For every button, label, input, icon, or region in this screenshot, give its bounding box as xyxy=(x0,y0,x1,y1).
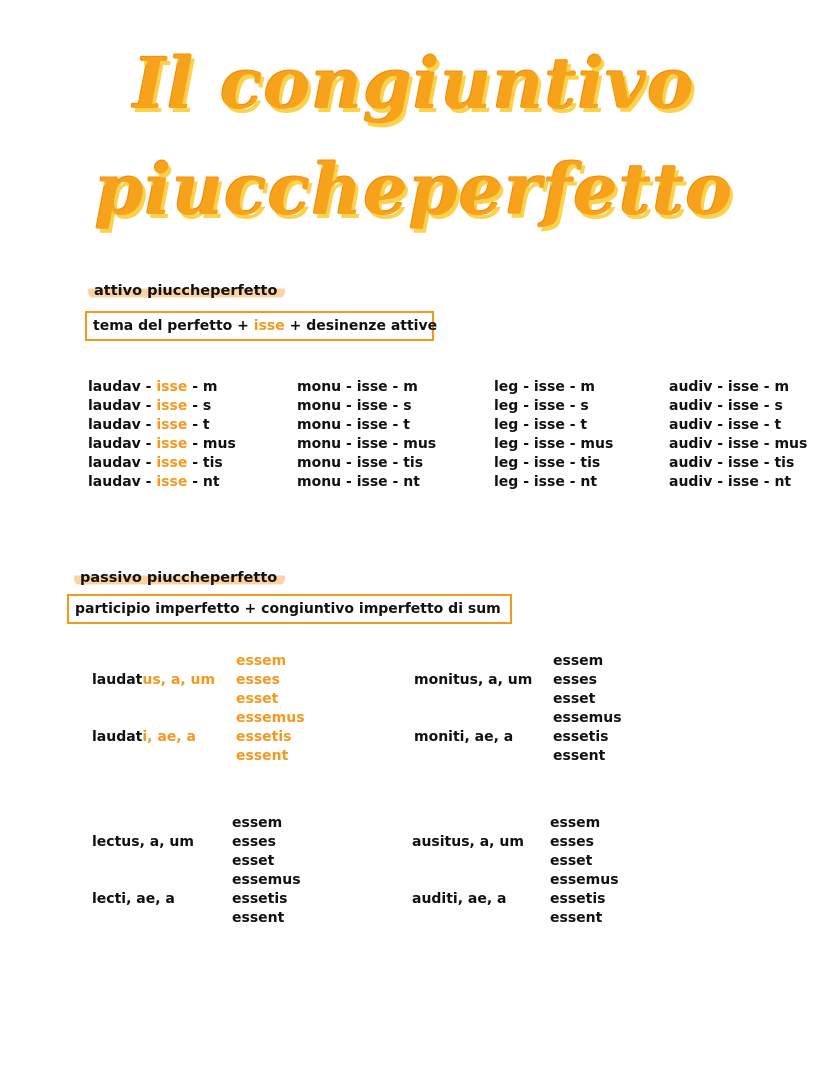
form-ending: - nt xyxy=(564,474,598,490)
passive-singular-label xyxy=(414,672,532,688)
form-stem: leg - xyxy=(494,455,534,471)
form-ending: - mus xyxy=(758,436,808,452)
sum-form: esset xyxy=(236,691,279,707)
active-form-row xyxy=(88,416,236,435)
form-stem: monu - xyxy=(297,474,357,490)
form-ending: - nt xyxy=(758,474,792,490)
form-stem: laudav - xyxy=(88,398,157,414)
form-infix: isse xyxy=(533,379,565,395)
form-ending: - mus xyxy=(187,436,236,452)
sum-form: essem xyxy=(550,815,601,831)
sum-form: essent xyxy=(553,748,606,764)
active-form-row xyxy=(669,378,807,397)
sum-form: essem xyxy=(236,653,287,669)
passive-heading: passivo piuccheperfetto xyxy=(74,570,285,586)
form-infix: isse xyxy=(533,436,565,452)
active-form-row xyxy=(297,416,436,435)
active-form-row xyxy=(669,473,807,492)
form-stem: audiv - xyxy=(669,398,728,414)
active-form-row xyxy=(494,454,613,473)
form-infix: isse xyxy=(356,379,388,395)
active-form-row xyxy=(297,435,436,454)
form-infix: isse xyxy=(156,417,188,433)
page-title-line2: piuccheperfetto xyxy=(94,148,734,231)
participle-ending: i, ae, a xyxy=(142,729,196,745)
form-ending: - t xyxy=(758,417,782,433)
sum-form: esset xyxy=(232,853,275,869)
sum-form: esses xyxy=(232,834,276,850)
form-infix: isse xyxy=(727,455,759,471)
form-infix: isse xyxy=(533,398,565,414)
form-ending: - m xyxy=(187,379,218,395)
active-form-row xyxy=(88,473,236,492)
sum-form: esset xyxy=(550,853,593,869)
form-ending: - tis xyxy=(187,455,223,471)
form-ending: - tis xyxy=(387,455,424,471)
form-stem: audiv - xyxy=(669,455,728,471)
active-form-row xyxy=(494,435,613,454)
active-formula-part3: + desinenze attive xyxy=(284,318,438,334)
active-form-row xyxy=(494,473,613,492)
form-stem: leg - xyxy=(494,417,534,433)
active-column-2 xyxy=(297,378,436,492)
sum-form: essem xyxy=(232,815,283,831)
form-infix: isse xyxy=(356,436,388,452)
form-stem: leg - xyxy=(494,474,534,490)
active-column-4 xyxy=(669,378,807,492)
active-form-row xyxy=(669,454,807,473)
active-form-row xyxy=(297,454,436,473)
form-infix: isse xyxy=(356,455,388,471)
sum-form: esses xyxy=(550,834,594,850)
form-stem: laudav - xyxy=(88,417,157,433)
sum-form: essetis xyxy=(553,729,609,745)
passive-singular-label xyxy=(412,834,524,850)
passive-plural-label xyxy=(412,891,507,907)
form-infix: isse xyxy=(727,474,759,490)
participle-stem: laudat xyxy=(92,672,143,688)
sum-form: essem xyxy=(553,653,604,669)
sum-imperfect-forms xyxy=(236,652,305,766)
active-form-row xyxy=(669,435,807,454)
participle-stem: lecti, ae, a xyxy=(92,891,175,907)
form-infix: isse xyxy=(727,417,759,433)
participle-stem: ausitus, a, um xyxy=(412,834,524,850)
active-form-row xyxy=(297,378,436,397)
sum-imperfect-forms xyxy=(553,652,622,766)
active-form-row xyxy=(669,397,807,416)
active-formula-box xyxy=(85,311,438,341)
form-stem: leg - xyxy=(494,436,534,452)
active-heading: attivo piuccheperfetto xyxy=(88,283,285,299)
passive-plural-label xyxy=(414,729,513,745)
sum-form: essemus xyxy=(553,710,622,726)
active-form-row xyxy=(297,473,436,492)
sum-form: esses xyxy=(236,672,280,688)
form-ending: - tis xyxy=(758,455,795,471)
form-ending: - s xyxy=(564,398,589,414)
form-infix: isse xyxy=(356,417,388,433)
form-ending: - nt xyxy=(387,474,420,490)
form-ending: - m xyxy=(758,379,790,395)
participle-stem: moniti, ae, a xyxy=(414,729,514,745)
form-infix: isse xyxy=(533,417,565,433)
form-ending: - m xyxy=(387,379,418,395)
sum-form: essent xyxy=(550,910,603,926)
form-infix: isse xyxy=(727,436,759,452)
active-form-row xyxy=(297,397,436,416)
passive-singular-label xyxy=(92,834,194,850)
form-infix: isse xyxy=(533,455,565,471)
sum-form: essemus xyxy=(550,872,619,888)
form-stem: audiv - xyxy=(669,379,728,395)
sum-form: essemus xyxy=(236,710,305,726)
form-ending: - mus xyxy=(387,436,437,452)
passive-singular-label xyxy=(92,672,215,688)
form-ending: - t xyxy=(564,417,588,433)
active-formula-infix: isse xyxy=(253,318,285,334)
active-form-row xyxy=(494,378,613,397)
active-form-row xyxy=(88,397,236,416)
form-stem: audiv - xyxy=(669,436,728,452)
form-infix: isse xyxy=(156,455,188,471)
participle-stem: auditi, ae, a xyxy=(412,891,507,907)
form-ending: - s xyxy=(387,398,412,414)
active-form-row xyxy=(88,435,236,454)
form-stem: monu - xyxy=(297,379,357,395)
form-infix: isse xyxy=(356,474,388,490)
active-form-row xyxy=(88,378,236,397)
form-infix: isse xyxy=(156,436,188,452)
form-ending: - s xyxy=(187,398,212,414)
sum-form: esset xyxy=(553,691,596,707)
sum-imperfect-forms xyxy=(550,814,619,928)
form-ending: - tis xyxy=(564,455,601,471)
form-stem: audiv - xyxy=(669,474,728,490)
form-stem: monu - xyxy=(297,398,357,414)
form-stem: monu - xyxy=(297,436,357,452)
active-form-row xyxy=(494,416,613,435)
form-ending: - mus xyxy=(564,436,614,452)
passive-formula-box xyxy=(67,594,512,624)
form-stem: monu - xyxy=(297,417,357,433)
form-stem: monu - xyxy=(297,455,357,471)
participle-ending: us, a, um xyxy=(142,672,216,688)
form-ending: - t xyxy=(187,417,210,433)
passive-plural-label xyxy=(92,891,175,907)
form-stem: laudav - xyxy=(88,379,157,395)
sum-form: esses xyxy=(553,672,597,688)
sum-imperfect-forms xyxy=(232,814,301,928)
page-title-line1: Il congiuntivo xyxy=(133,42,695,125)
form-ending: - t xyxy=(387,417,410,433)
form-stem: laudav - xyxy=(88,455,157,471)
form-stem: leg - xyxy=(494,398,534,414)
active-column-3 xyxy=(494,378,613,492)
passive-plural-label xyxy=(92,729,196,745)
participle-stem: lectus, a, um xyxy=(92,834,194,850)
form-stem: leg - xyxy=(494,379,534,395)
form-infix: isse xyxy=(727,379,759,395)
form-ending: - s xyxy=(758,398,783,414)
active-formula-part1: tema del perfetto + xyxy=(93,318,254,334)
sum-form: essent xyxy=(232,910,285,926)
sum-form: essemus xyxy=(232,872,301,888)
form-infix: isse xyxy=(156,474,188,490)
form-infix: isse xyxy=(727,398,759,414)
active-form-row xyxy=(88,454,236,473)
form-infix: isse xyxy=(156,398,188,414)
form-stem: laudav - xyxy=(88,474,157,490)
sum-form: essetis xyxy=(236,729,292,745)
form-stem: laudav - xyxy=(88,436,157,452)
active-column-1 xyxy=(88,378,236,492)
form-infix: isse xyxy=(356,398,388,414)
form-infix: isse xyxy=(156,379,188,395)
active-form-row xyxy=(494,397,613,416)
participle-stem: monitus, a, um xyxy=(414,672,533,688)
form-stem: audiv - xyxy=(669,417,728,433)
form-ending: - nt xyxy=(187,474,220,490)
sum-form: essetis xyxy=(550,891,606,907)
form-infix: isse xyxy=(533,474,565,490)
sum-form: essetis xyxy=(232,891,288,907)
sum-form: essent xyxy=(236,748,289,764)
passive-formula-text: participio imperfetto + congiuntivo imperfetto di sum xyxy=(75,601,501,617)
form-ending: - m xyxy=(564,379,595,395)
active-form-row xyxy=(669,416,807,435)
participle-stem: laudat xyxy=(92,729,143,745)
